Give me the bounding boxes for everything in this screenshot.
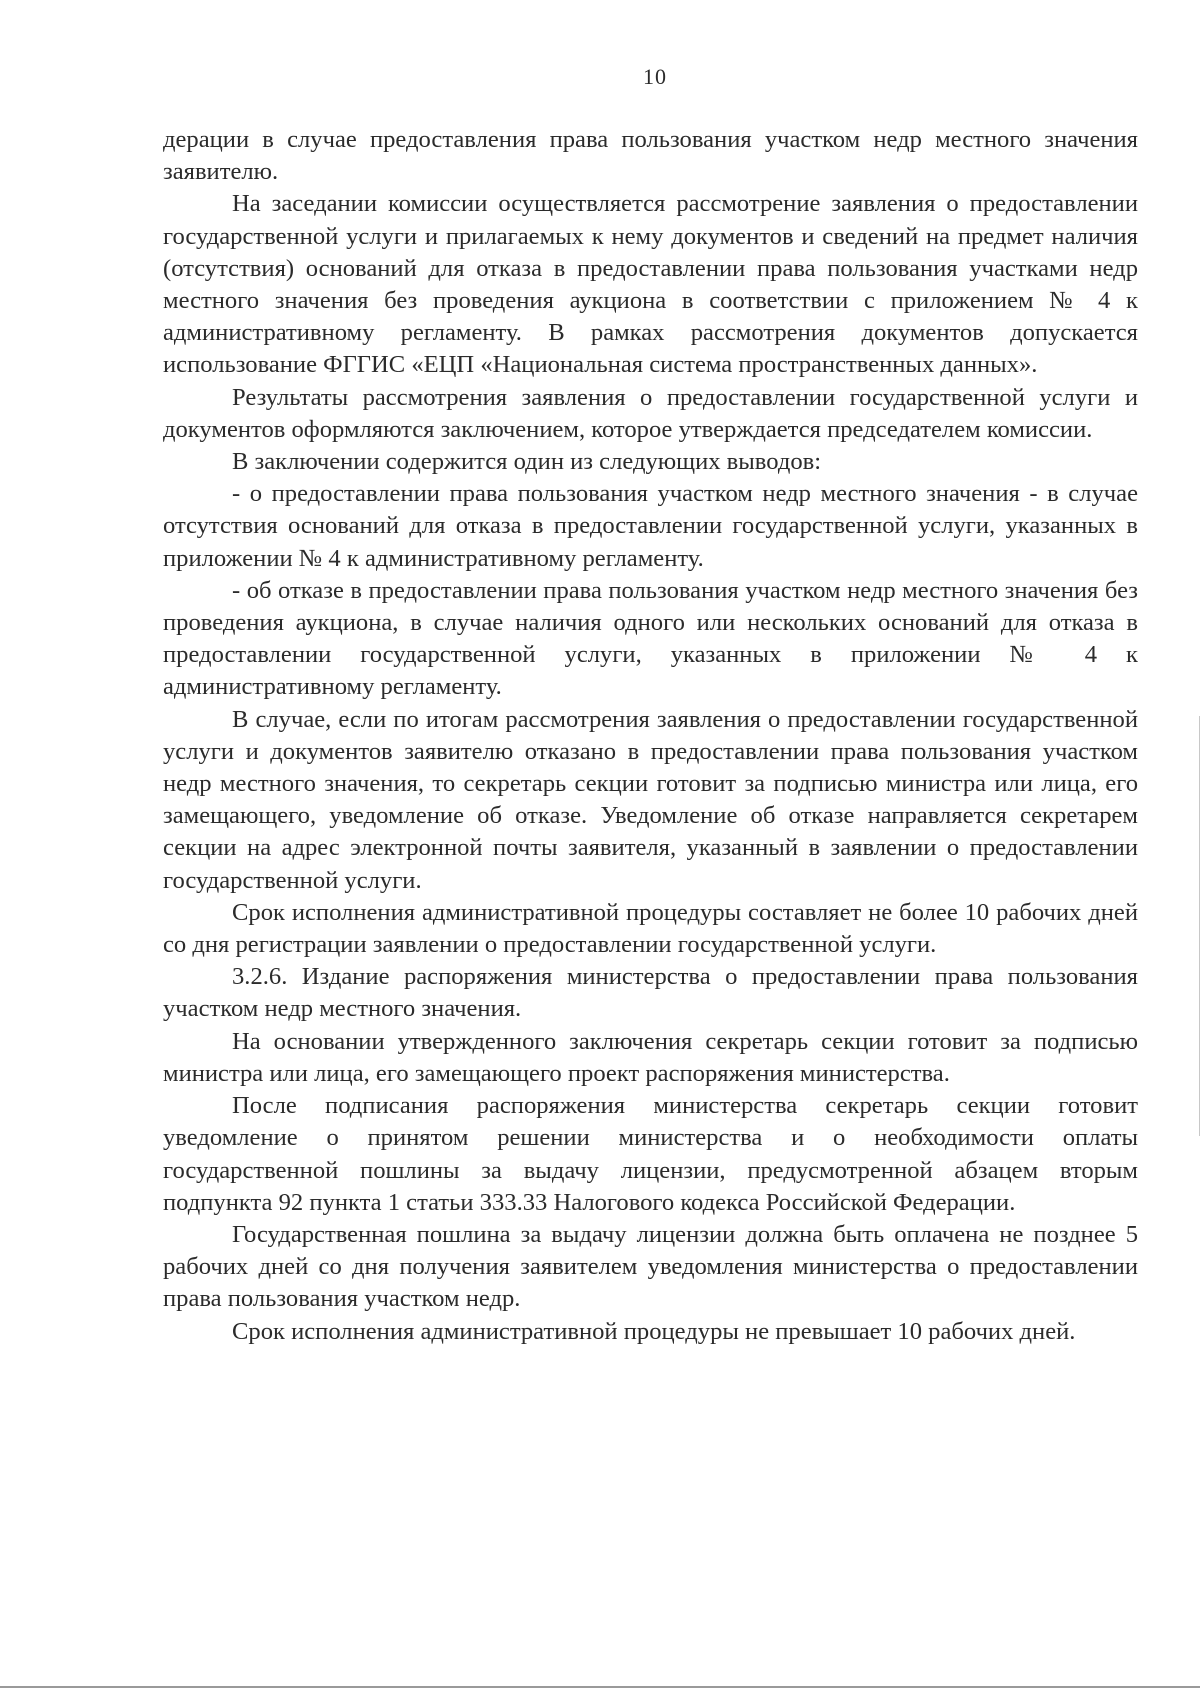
paragraph: В случае, если по итогам рассмотрения заявления о предоставлении государственной услуги и документов заявителю отказано в предоставлении права пользования участком недр местного значения, то секретарь секции готовит за подписью министра или лица, его замещающего, уведомление об отказе. Уведомление об отказе направляется секретарем секции на адрес электронной почты заявителя, указанный в заявлении о предоставлении государственной услуги.	[163, 705, 1138, 894]
page-number: 10	[643, 64, 667, 89]
paragraph: Государственная пошлина за выдачу лицензии должна быть оплачена не позднее 5 рабочих дней со дня получения заявителем уведомления министерства о предоставлении права пользования участком недр.	[163, 1220, 1138, 1313]
paragraph: После подписания распоряжения министерства секретарь секции готовит уведомление о принятом решении министерства и о необходимости оплаты государственной пошлины за выдачу лицензии, предусмотренной абзацем вторым подпункта 92 пункта 1 статьи 333.33 Налогового кодекса Российской Федерации.	[163, 1092, 1138, 1216]
paragraph: На заседании комиссии осуществляется рассмотрение заявления о предоставлении государственной услуги и прилагаемых к нему документов и сведений на предмет наличия (отсутствия) оснований для отказа в предоставлении права пользования участками недр местного значения без проведения аукциона в соответствии с приложением № 4 к административному регламенту. В рамках рассмотрения документов допускается использование ФГГИС «ЕЦП «Национальная система пространственных данных».	[163, 190, 1138, 379]
paragraph: - о предоставлении права пользования участком недр местного значения - в случае отсутствия оснований для отказа в предоставлении государственной услуги, указанных в приложении № 4 к административному регламенту.	[163, 480, 1138, 572]
paragraph: 3.2.6. Издание распоряжения министерства о предоставлении права пользования участком недр местного значения.	[163, 963, 1138, 1023]
document-body	[163, 124, 1138, 1348]
paragraph: Срок исполнения административной процедуры не превышает 10 рабочих дней.	[232, 1317, 1076, 1345]
paragraph: - об отказе в предоставлении права пользования участком недр местного значения без проведения аукциона, в случае наличия одного или нескольких оснований для отказа в предоставлении государственной услуги, указанных в приложении № 4 к административному регламенту.	[163, 576, 1138, 701]
paragraph: дерации в случае предоставления права пользования участком недр местного значения заявителю.	[163, 126, 1138, 186]
paragraph: В заключении содержится один из следующих выводов:	[232, 448, 822, 476]
paragraph: Срок исполнения административной процедуры составляет не более 10 рабочих дней со дня регистрации заявлении о предоставлении государственной услуги.	[163, 898, 1138, 959]
paragraph: Результаты рассмотрения заявления о предоставлении государственной услуги и документов оформляются заключением, которое утверждается председателем комиссии.	[163, 383, 1138, 443]
paragraph: На основании утвержденного заключения секретарь секции готовит за подписью министра или лица, его замещающего проект распоряжения министерства.	[163, 1027, 1138, 1087]
scan-bottom-edge	[0, 1686, 1200, 1688]
